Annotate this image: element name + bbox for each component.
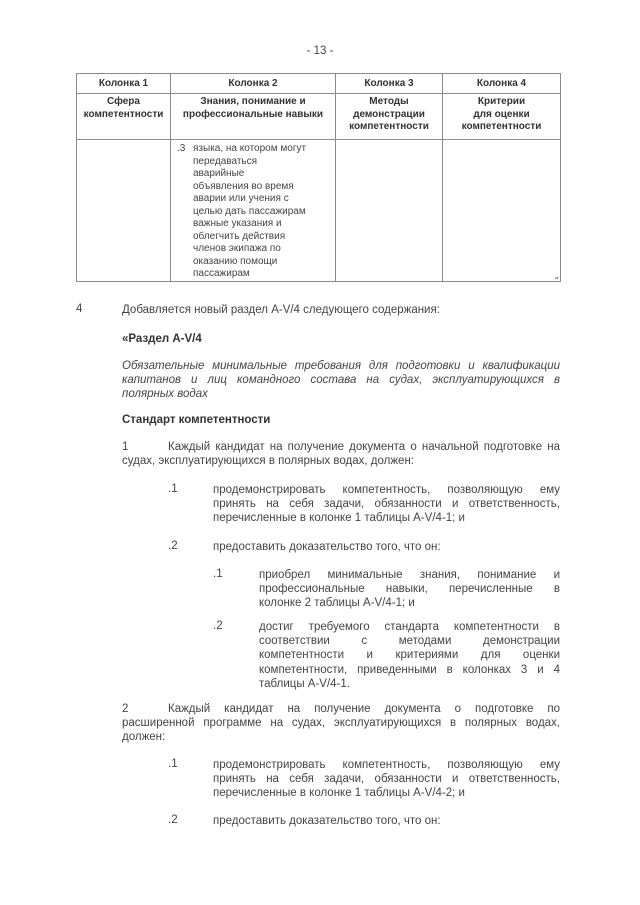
list-label: .1 bbox=[213, 568, 223, 580]
list-item: продемонстрировать компетентность, позволяющую ему принять на себя задачи, обязанности и ответственность, перечисленные в колонке 1 таблицы A-V/4-1; и bbox=[213, 484, 560, 525]
subheader-methods: Методы демонстрации компетентности bbox=[336, 94, 443, 140]
list-item: предоставить доказательство того, что он: bbox=[213, 815, 441, 827]
amendment-number: 4 bbox=[76, 303, 83, 315]
paragraph-number: 2 bbox=[122, 703, 129, 715]
paragraph-1: 1 Каждый кандидат на получение документа о начальной подготовке на судах, эксплуатирующихся в полярных водах, должен: bbox=[122, 441, 560, 468]
section-title: «Раздел A-V/4 bbox=[122, 333, 202, 345]
list-item: .3 языка, на котором могут передаваться аварийные объявления во время аварии или учения с целью дать пассажирам важные указания и облегчить действия членов экипажа по оказанию помощи пассажирам bbox=[177, 143, 307, 279]
list-item: продемонстрировать компетентность, позволяющую ему принять на себя задачи, обязанности и ответственность, перечисленные в колонке 1 таблицы A-V/4-2; и bbox=[213, 759, 560, 800]
table-subheader-row bbox=[77, 94, 561, 140]
table-cell bbox=[171, 140, 336, 282]
column-header: Колонка 1 bbox=[77, 74, 171, 94]
amendment-text: Добавляется новый раздел A-V/4 следующего содержания: bbox=[122, 304, 440, 316]
table-row bbox=[77, 140, 561, 282]
list-label: .2 bbox=[213, 620, 223, 632]
list-label: .2 bbox=[168, 814, 178, 826]
subheader-knowledge: Знания, понимание и профессиональные навыки bbox=[171, 94, 336, 140]
closing-quote: " bbox=[555, 276, 559, 287]
table-cell bbox=[336, 140, 443, 282]
table-cell bbox=[443, 140, 561, 282]
list-item: предоставить доказательство того, что он: bbox=[213, 541, 441, 553]
table-cell bbox=[77, 140, 171, 282]
paragraph-2: 2 Каждый кандидат на получение документа о подготовке по расширенной программе на судах, эксплуатирующихся в полярных водах, должен: bbox=[122, 703, 560, 744]
list-label: .1 bbox=[168, 483, 178, 495]
column-header: Колонка 4 bbox=[443, 74, 561, 94]
page-number: - 13 - bbox=[306, 45, 334, 57]
subheader-sphere: Сфера компетентности bbox=[77, 94, 171, 140]
standard-heading: Стандарт компетентности bbox=[122, 414, 271, 426]
subheader-criteria: Критерии для оценки компетентности bbox=[443, 94, 561, 140]
table-header-row bbox=[77, 74, 561, 94]
column-header: Колонка 2 bbox=[171, 74, 336, 94]
paragraph-number: 1 bbox=[122, 441, 129, 453]
list-label: .2 bbox=[168, 540, 178, 552]
list-item: достиг требуемого стандарта компетентности в соответствии с методами демонстрации компетентности и критериями для оценки компетентности, приведенными в колонках 3 и 4 таблицы A-V/4-1. bbox=[259, 621, 560, 690]
list-label: .1 bbox=[168, 758, 178, 770]
column-header: Колонка 3 bbox=[336, 74, 443, 94]
list-item: приобрел минимальные знания, понимание и профессиональные навыки, перечисленные в колонке 2 таблицы A-V/4-1; и bbox=[259, 569, 560, 610]
competence-table bbox=[76, 73, 561, 282]
section-subtitle: Обязательные минимальные требования для подготовки и квалификации капитанов и лиц командного состава на судах, эксплуатирующихся в полярных водах bbox=[122, 360, 560, 401]
